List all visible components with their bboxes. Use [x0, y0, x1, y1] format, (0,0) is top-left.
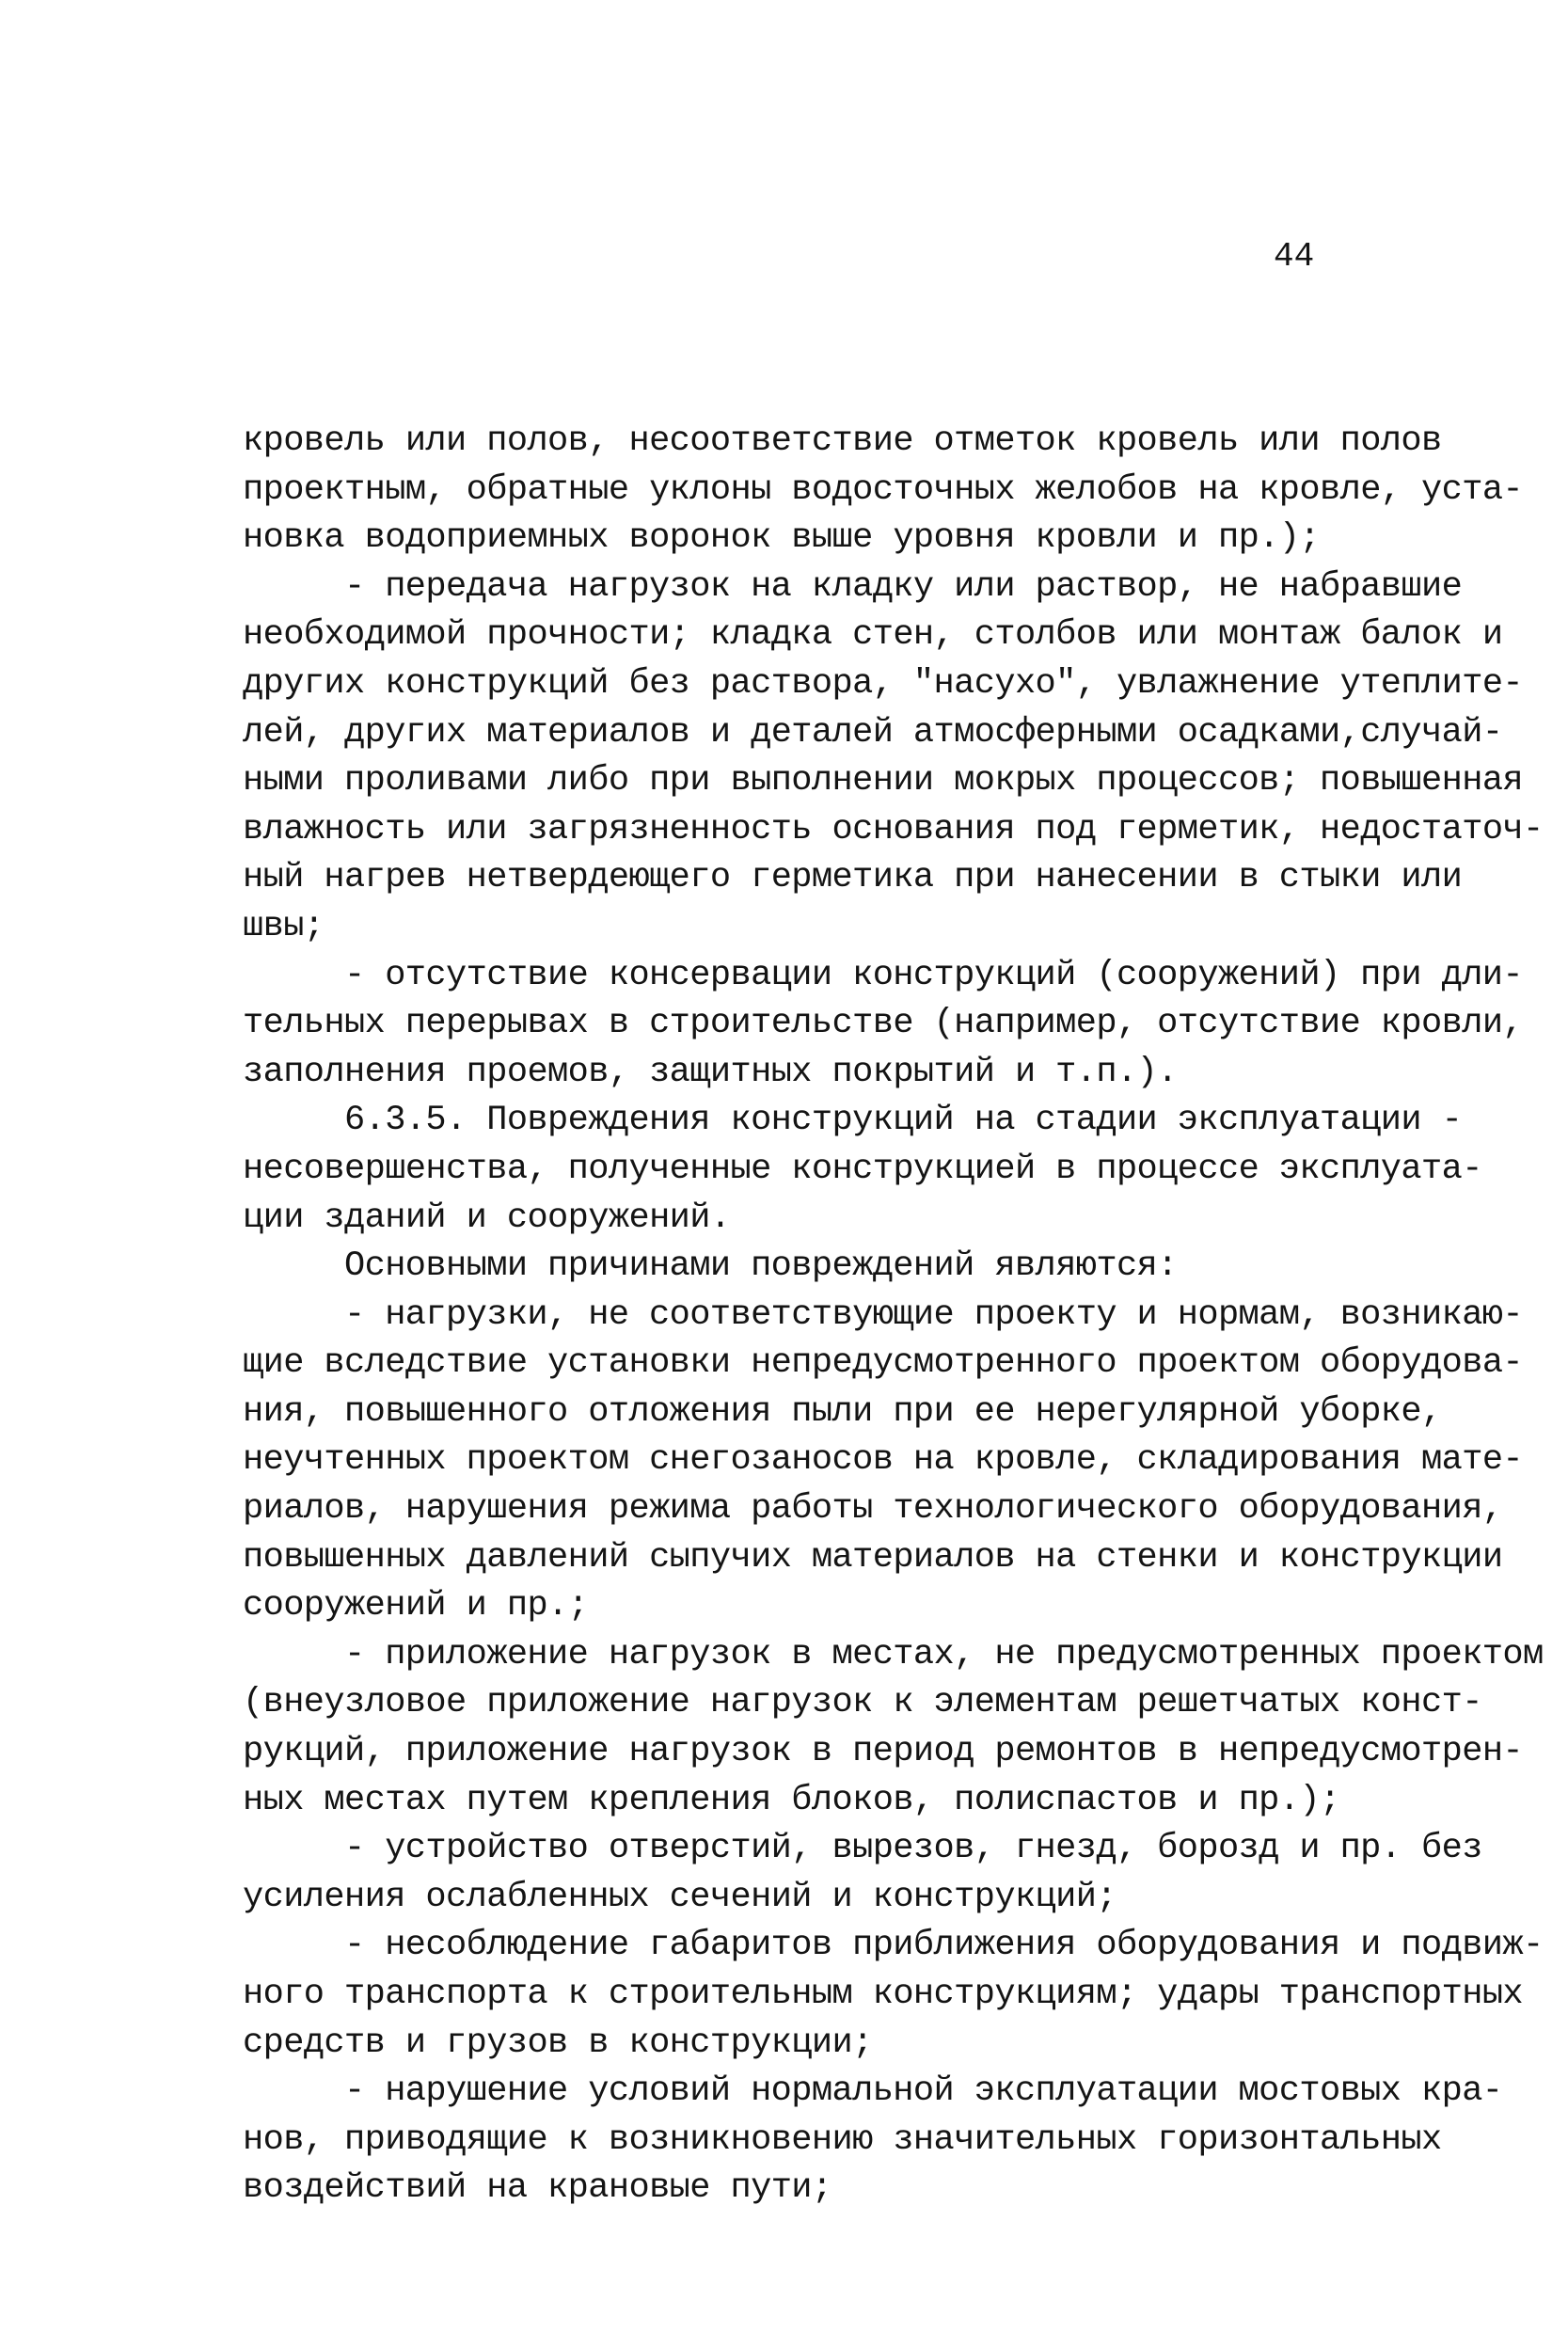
text-line: 6.3.5. Повреждения конструкций на стадии эксплуатации -: [344, 1101, 1463, 1141]
text-line: ными проливами либо при выполнении мокрых процессов; повышенная: [243, 761, 1524, 801]
text-line: швы;: [243, 906, 325, 946]
text-line: заполнения проемов, защитных покрытий и т.п.).: [243, 1052, 1178, 1092]
text-line: - нагрузки, не соответствующие проекту и нормам, возникаю-: [344, 1294, 1524, 1335]
text-line: несовершенства, полученные конструкцией в процессе эксплуата-: [243, 1149, 1482, 1189]
text-line: проектным, обратные уклоны водосточных желобов на кровле, уста-: [243, 469, 1524, 510]
text-line: влажность или загрязненность основания под герметик, недостаточ-: [243, 809, 1544, 849]
text-line: (внеузловое приложение нагрузок к элементам решетчатых конст-: [243, 1683, 1482, 1723]
text-line: лей, других материалов и деталей атмосферными осадками,случай-: [243, 712, 1503, 753]
text-line: ный нагрев нетвердеющего герметика при нанесении в стыки или: [243, 858, 1463, 898]
text-line: рукций, приложение нагрузок в период ремонтов в непредусмотрен-: [243, 1732, 1524, 1772]
text-line: необходимой прочности; кладка стен, столбов или монтаж балок и: [243, 615, 1503, 656]
text-line: тельных перерывах в строительстве (например, отсутствие кровли,: [243, 1004, 1524, 1044]
text-line: повышенных давлений сыпучих материалов на стенки и конструкции: [243, 1537, 1503, 1578]
text-line: средств и грузов в конструкции;: [243, 2023, 873, 2063]
text-line: - отсутствие консервации конструкций (сооружений) при дли-: [344, 955, 1524, 995]
text-line: щие вследствие установки непредусмотренного проектом оборудова-: [243, 1343, 1524, 1384]
text-line: ного транспорта к строительным конструкциям; удары транспортных: [243, 1975, 1524, 2014]
text-line: - несоблюдение габаритов приближения оборудования и подвиж-: [344, 1926, 1544, 1966]
text-line: - нарушение условий нормальной эксплуатации мостовых кра-: [344, 2071, 1503, 2112]
text-line: кровель или полов, несоответствие отметок кровель или полов: [243, 421, 1442, 461]
text-line: риалов, нарушения режима работы технологического оборудования,: [243, 1489, 1503, 1530]
page-number: 44: [1274, 237, 1315, 276]
body-text: [243, 418, 1544, 2213]
text-line: Основными причинами повреждений являются:: [344, 1246, 1178, 1287]
text-line: сооружений и пр.;: [243, 1586, 589, 1626]
text-line: - устройство отверстий, вырезов, гнезд, борозд и пр. без: [344, 1829, 1482, 1869]
text-line: воздействий на крановые пути;: [243, 2168, 832, 2209]
text-line: ных местах путем крепления блоков, полиспастов и пр.);: [243, 1780, 1340, 1820]
text-line: нов, приводящие к возникновению значительных горизонтальных: [243, 2119, 1442, 2160]
text-line: усиления ослабленных сечений и конструкций;: [243, 1877, 1117, 1917]
text-line: ния, повышенного отложения пыли при ее нерегулярной уборке,: [243, 1391, 1442, 1432]
text-line: ции зданий и сооружений.: [243, 1198, 731, 1238]
text-line: новка водоприемных воронок выше уровня кровли и пр.);: [243, 518, 1320, 559]
text-line: - приложение нагрузок в местах, не предусмотренных проектом: [344, 1634, 1544, 1674]
text-line: других конструкций без раствора, "насухо", увлажнение утеплите-: [243, 663, 1524, 704]
text-line: неучтенных проектом снегозаносов на кровле, складирования мате-: [243, 1440, 1524, 1481]
text-line: - передача нагрузок на кладку или раствор, не набравшие: [344, 566, 1463, 607]
